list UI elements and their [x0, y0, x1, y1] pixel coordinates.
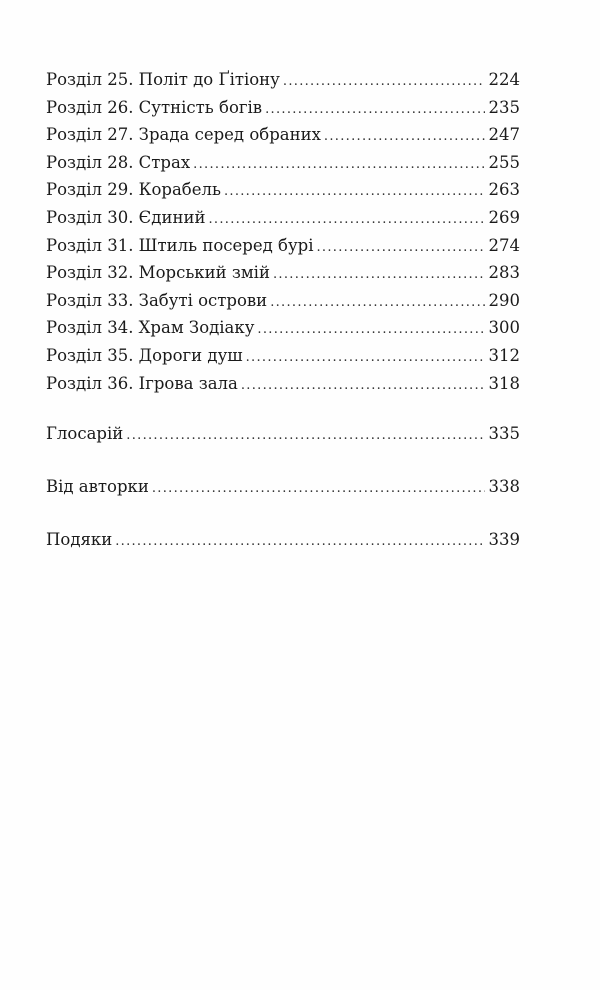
toc-entry-title: Розділ 27. Зрада серед обраних	[46, 125, 321, 145]
dot-leader	[265, 96, 484, 124]
toc-entry-page: 339	[488, 530, 520, 549]
toc-entry-page: 300	[488, 318, 520, 338]
toc-entry-title: Подяки	[46, 530, 113, 549]
toc-entry	[46, 287, 520, 315]
toc-entry-title: Розділ 29. Корабель	[46, 180, 221, 200]
toc-entry-page: 235	[488, 97, 520, 117]
toc-entry-page: 224	[488, 70, 520, 89]
dot-leader	[246, 344, 485, 372]
toc-entry-title: Розділ 36. Ігрова зала	[46, 373, 238, 393]
dot-leader	[270, 289, 484, 317]
toc-entry	[46, 342, 520, 370]
dot-leader	[257, 316, 484, 344]
toc-entry	[46, 204, 520, 232]
toc-entry-title: Розділ 28. Страх	[46, 152, 191, 172]
toc-entry-title: Глосарій	[46, 424, 124, 443]
toc-entry	[46, 420, 520, 473]
toc-entry	[46, 526, 520, 579]
toc-entry-title: Розділ 34. Храм Зодіаку	[46, 318, 255, 338]
toc-entry-page: 269	[488, 207, 520, 227]
table-of-contents-back-matter	[46, 420, 520, 579]
toc-entry-page: 312	[488, 345, 520, 365]
toc-entry-title: Розділ 30. Єдиний	[46, 207, 206, 227]
dot-leader	[273, 261, 485, 289]
dot-leader	[317, 234, 485, 262]
table-of-contents-chapters	[46, 66, 520, 397]
dot-leader	[224, 178, 485, 206]
toc-entry-page: 283	[488, 263, 520, 283]
dot-leader	[152, 475, 485, 502]
toc-entry-title: Розділ 32. Морський змій	[46, 263, 270, 283]
toc-entry	[46, 232, 520, 260]
dot-leader	[283, 68, 485, 96]
toc-entry-title: Від авторки	[46, 477, 149, 496]
toc-entry-page: 247	[488, 125, 520, 145]
toc-entry	[46, 121, 520, 149]
dot-leader	[126, 422, 484, 449]
toc-entry	[46, 66, 520, 94]
dot-leader	[193, 151, 484, 179]
toc-entry	[46, 314, 520, 342]
dot-leader	[324, 123, 485, 151]
toc-entry	[46, 473, 520, 526]
toc-entry-title: Розділ 26. Сутність богів	[46, 97, 263, 117]
toc-entry-title: Розділ 33. Забуті острови	[46, 290, 268, 310]
toc-entry-title: Розділ 31. Штиль посеред бурі	[46, 235, 314, 255]
toc-entry-page: 335	[488, 424, 520, 443]
toc-entry-page: 274	[488, 235, 520, 255]
toc-entry	[46, 176, 520, 204]
toc-entry	[46, 94, 520, 122]
toc-entry-page: 338	[488, 477, 520, 496]
toc-entry-title: Розділ 35. Дороги душ	[46, 345, 243, 365]
dot-leader	[115, 528, 484, 555]
toc-entry-page: 263	[488, 180, 520, 200]
toc-entry-page: 318	[488, 373, 520, 393]
toc-entry-page: 290	[488, 290, 520, 310]
dot-leader	[241, 372, 485, 400]
toc-entry-title: Розділ 25. Політ до Ґітіону	[46, 70, 280, 89]
toc-entry	[46, 370, 520, 398]
dot-leader	[208, 206, 484, 234]
toc-entry-page: 255	[488, 152, 520, 172]
toc-entry	[46, 149, 520, 177]
toc-entry	[46, 259, 520, 287]
